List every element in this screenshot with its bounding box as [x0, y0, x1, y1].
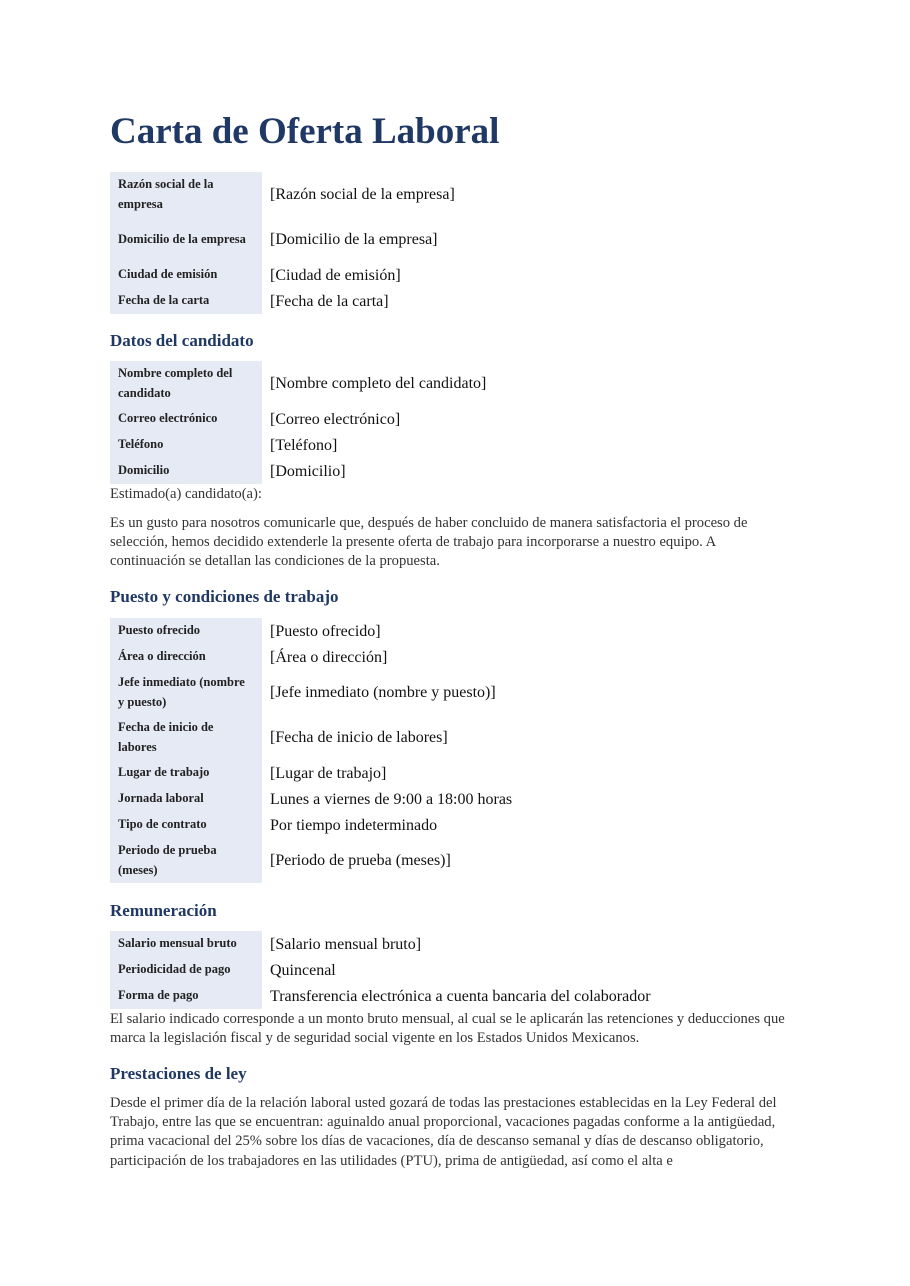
candidate-info-table — [110, 361, 486, 484]
table-row — [110, 931, 651, 957]
pay-table — [110, 931, 651, 1009]
field-value: Por tiempo indeterminado — [270, 816, 438, 834]
table-row — [110, 957, 651, 983]
field-label: Jornada laboral — [110, 786, 262, 812]
section-heading-candidate: Datos del candidato — [110, 331, 254, 350]
field-value: [Salario mensual bruto] — [270, 935, 422, 953]
field-label: Correo electrónico — [110, 406, 262, 432]
intro-paragraph: Es un gusto para nosotros comunicarle que, después de haber concluido de manera satisfactoria el proceso de selección, hemos decidido extenderle la presente oferta de trabajo para incorporarse a nuestro equipo. A continuación se detallan las condiciones de la propuesta. — [110, 515, 748, 570]
table-row — [110, 361, 486, 406]
field-label: Salario mensual bruto — [110, 931, 262, 957]
field-label: Razón social de la empresa — [110, 172, 262, 217]
field-value: Transferencia electrónica a cuenta bancaria del colaborador — [270, 987, 651, 1005]
field-value: Quincenal — [270, 961, 336, 979]
field-value: [Razón social de la empresa] — [270, 186, 455, 203]
field-value: [Nombre completo del candidato] — [270, 375, 487, 392]
section-heading-benefits: Prestaciones de ley — [110, 1064, 247, 1083]
field-label: Teléfono — [110, 432, 262, 458]
field-value: [Domicilio] — [270, 462, 346, 480]
table-row — [110, 432, 486, 458]
field-label: Área o dirección — [110, 644, 262, 670]
table-row — [110, 644, 512, 670]
table-row — [110, 406, 486, 432]
field-label: Jefe inmediato (nombre y puesto) — [110, 670, 262, 715]
field-label: Lugar de trabajo — [110, 760, 262, 786]
section-heading-position: Puesto y condiciones de trabajo — [110, 587, 339, 606]
field-value: [Lugar de trabajo] — [270, 764, 387, 782]
pay-note: El salario indicado corresponde a un monto bruto mensual, al cual se le aplicarán las retenciones y deducciones que marca la legislación fiscal y de seguridad social vigente en los Estados Unidos Mexicanos. — [110, 1011, 785, 1047]
greeting: Estimado(a) candidato(a): — [110, 486, 262, 502]
field-value: [Puesto ofrecido] — [270, 622, 381, 640]
field-label: Fecha de inicio de labores — [110, 715, 262, 760]
field-value: [Teléfono] — [270, 436, 338, 454]
field-label: Ciudad de emisión — [110, 262, 262, 288]
table-row — [110, 760, 512, 786]
field-value: [Correo electrónico] — [270, 410, 401, 428]
position-table — [110, 618, 512, 883]
table-row — [110, 262, 455, 288]
table-row — [110, 786, 512, 812]
document-title: Carta de Oferta Laboral — [110, 111, 500, 152]
field-label: Tipo de contrato — [110, 812, 262, 838]
field-label: Forma de pago — [110, 983, 262, 1009]
field-label: Nombre completo del candidato — [110, 361, 262, 406]
table-row — [110, 172, 455, 217]
section-heading-pay: Remuneración — [110, 901, 217, 920]
field-label: Fecha de la carta — [110, 288, 262, 314]
benefits-paragraph: Desde el primer día de la relación laboral usted gozará de todas las prestaciones establecidas en la Ley Federal del Trabajo, entre las que se encuentran: aguinaldo anual proporcional, vacaciones pagadas conforme a la antigüedad, prima vacacional del 25% sobre los días de vacaciones, día de descanso semanal y días de descanso obligatorio, participación de los trabajadores en las utilidades (PTU), prima de antigüedad, así como el alta e — [110, 1095, 777, 1169]
field-value: [Domicilio de la empresa] — [270, 231, 438, 248]
field-value: Lunes a viernes de 9:00 a 18:00 horas — [270, 790, 513, 808]
field-label: Periodicidad de pago — [110, 957, 262, 983]
table-row — [110, 670, 512, 715]
field-value: [Área o dirección] — [270, 648, 388, 666]
table-row — [110, 618, 512, 644]
field-label: Puesto ofrecido — [110, 618, 262, 644]
table-row — [110, 838, 512, 883]
table-row — [110, 812, 512, 838]
table-row — [110, 715, 512, 760]
company-info-table — [110, 172, 455, 314]
field-value: [Periodo de prueba (meses)] — [270, 852, 451, 869]
table-row — [110, 217, 455, 262]
table-row — [110, 458, 486, 484]
field-label: Domicilio — [110, 458, 262, 484]
field-value: [Jefe inmediato (nombre y puesto)] — [270, 684, 496, 701]
field-value: [Fecha de inicio de labores] — [270, 729, 448, 746]
field-value: [Fecha de la carta] — [270, 292, 389, 310]
field-label: Periodo de prueba (meses) — [110, 838, 262, 883]
field-value: [Ciudad de emisión] — [270, 266, 401, 284]
field-label: Domicilio de la empresa — [110, 217, 262, 262]
table-row — [110, 288, 455, 314]
table-row — [110, 983, 651, 1009]
